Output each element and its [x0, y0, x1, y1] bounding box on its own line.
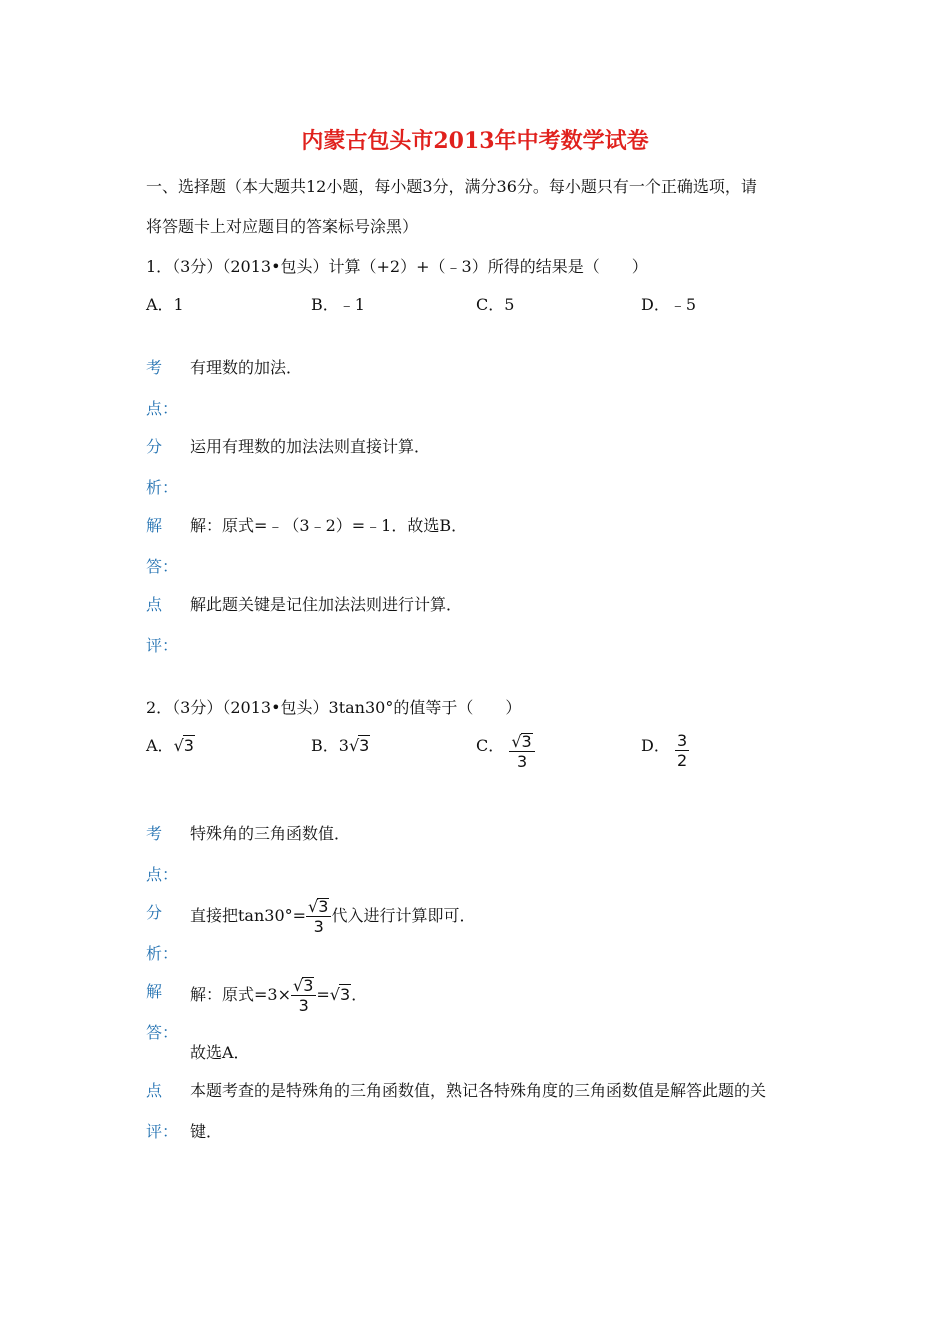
section-heading-line2: 将答题卡上对应题目的答案标号涂黑）: [146, 217, 419, 236]
q1-option-c: C．5: [476, 295, 515, 314]
radicand: 3: [318, 897, 329, 916]
q1-option-d: D．﹣5: [641, 295, 697, 314]
radicand: 3: [303, 976, 314, 995]
q2-dianping-line2: 键．: [190, 1122, 223, 1141]
option-label: C．: [476, 736, 505, 755]
fenxi-text-post: 代入进行计算即可．: [331, 906, 476, 925]
page-title: 内蒙古包头市2013年中考数学试卷: [301, 128, 649, 154]
sqrt-icon: √: [293, 976, 304, 995]
denominator: 2: [676, 751, 688, 770]
q2-dianping-label-top: 点: [146, 1081, 163, 1100]
question-1-stem: 1．（3分）（2013•包头）计算（+2）+（﹣3）所得的结果是（ ）: [146, 257, 648, 276]
q2-dianping-line1: 本题考查的是特殊角的三角函数值，熟记各特殊角度的三角函数值是解答此题的关: [190, 1081, 767, 1100]
q1-jieda-label-bottom: 答：: [146, 557, 179, 576]
q2-jieda-label-top: 解: [146, 982, 163, 1001]
q1-kaodian-text: 有理数的加法．: [190, 358, 303, 377]
numerator: 3: [676, 731, 688, 750]
section-heading-line1: 一、选择题（本大题共12小题，每小题3分，满分36分。每小题只有一个正确选项，请: [146, 177, 757, 196]
sqrt-icon: √: [511, 732, 522, 751]
option-label: B．: [311, 736, 339, 755]
period: ．: [351, 985, 368, 1004]
q1-dianping-text: 解此题关键是记住加法法则进行计算．: [190, 595, 463, 614]
denominator: 3: [516, 752, 528, 771]
sqrt-icon: √: [308, 897, 319, 916]
fraction: [675, 733, 689, 769]
sqrt-icon: √: [329, 985, 340, 1004]
q2-option-d: [641, 733, 689, 769]
denominator: 3: [313, 917, 324, 936]
q2-jieda-line2: 故选A．: [190, 1043, 250, 1062]
q1-jieda-text: 解：原式=﹣（3﹣2）=﹣1．故选B．: [190, 516, 468, 535]
q1-option-b: B．﹣1: [311, 295, 365, 314]
radicand: 3: [340, 985, 351, 1004]
q1-kaodian-label-top: 考: [146, 358, 163, 377]
q1-kaodian-label-bottom: 点：: [146, 399, 179, 418]
coefficient: 3: [338, 736, 349, 755]
radicand: 3: [359, 736, 370, 755]
q2-kaodian-label-bottom: 点：: [146, 865, 179, 884]
q2-fenxi-label-top: 分: [146, 903, 163, 922]
fenxi-text-pre: 直接把tan30°=: [190, 906, 307, 925]
denominator: 3: [298, 996, 309, 1015]
q2-fenxi-text: [190, 898, 475, 935]
equals-sign: =: [316, 985, 330, 1004]
q1-fenxi-label-top: 分: [146, 437, 163, 456]
q2-fenxi-label-bottom: 析：: [146, 944, 179, 963]
q1-fenxi-text: 运用有理数的加法法则直接计算．: [190, 437, 431, 456]
radicand: 3: [183, 736, 194, 755]
q2-option-b: [311, 733, 370, 756]
option-label: D．: [641, 736, 670, 755]
q2-dianping-label-bottom: 评：: [146, 1122, 179, 1141]
q1-option-a: A．1: [146, 295, 184, 314]
sqrt-icon: √: [348, 736, 360, 755]
radicand: 3: [521, 732, 532, 751]
q1-dianping-label-top: 点: [146, 595, 163, 614]
q1-dianping-label-bottom: 评：: [146, 636, 179, 655]
q1-jieda-label-top: 解: [146, 516, 163, 535]
q1-fenxi-label-bottom: 析：: [146, 478, 179, 497]
option-label: A．: [146, 736, 174, 755]
jieda-text-pre: 解：原式=3×: [190, 985, 291, 1004]
q2-kaodian-text: 特殊角的三角函数值．: [190, 824, 351, 843]
q2-option-c: [476, 733, 535, 770]
fraction: [306, 898, 331, 935]
q2-kaodian-label-top: 考: [146, 824, 163, 843]
sqrt-icon: √: [173, 736, 184, 755]
q2-jieda-label-bottom: 答：: [146, 1023, 179, 1042]
q2-option-a: [146, 733, 195, 756]
fraction: [291, 977, 316, 1014]
question-2-stem: 2．（3分）（2013•包头）3tan30°的值等于（ ）: [146, 698, 522, 717]
q2-jieda-text: [190, 977, 367, 1014]
fraction: [509, 733, 534, 770]
